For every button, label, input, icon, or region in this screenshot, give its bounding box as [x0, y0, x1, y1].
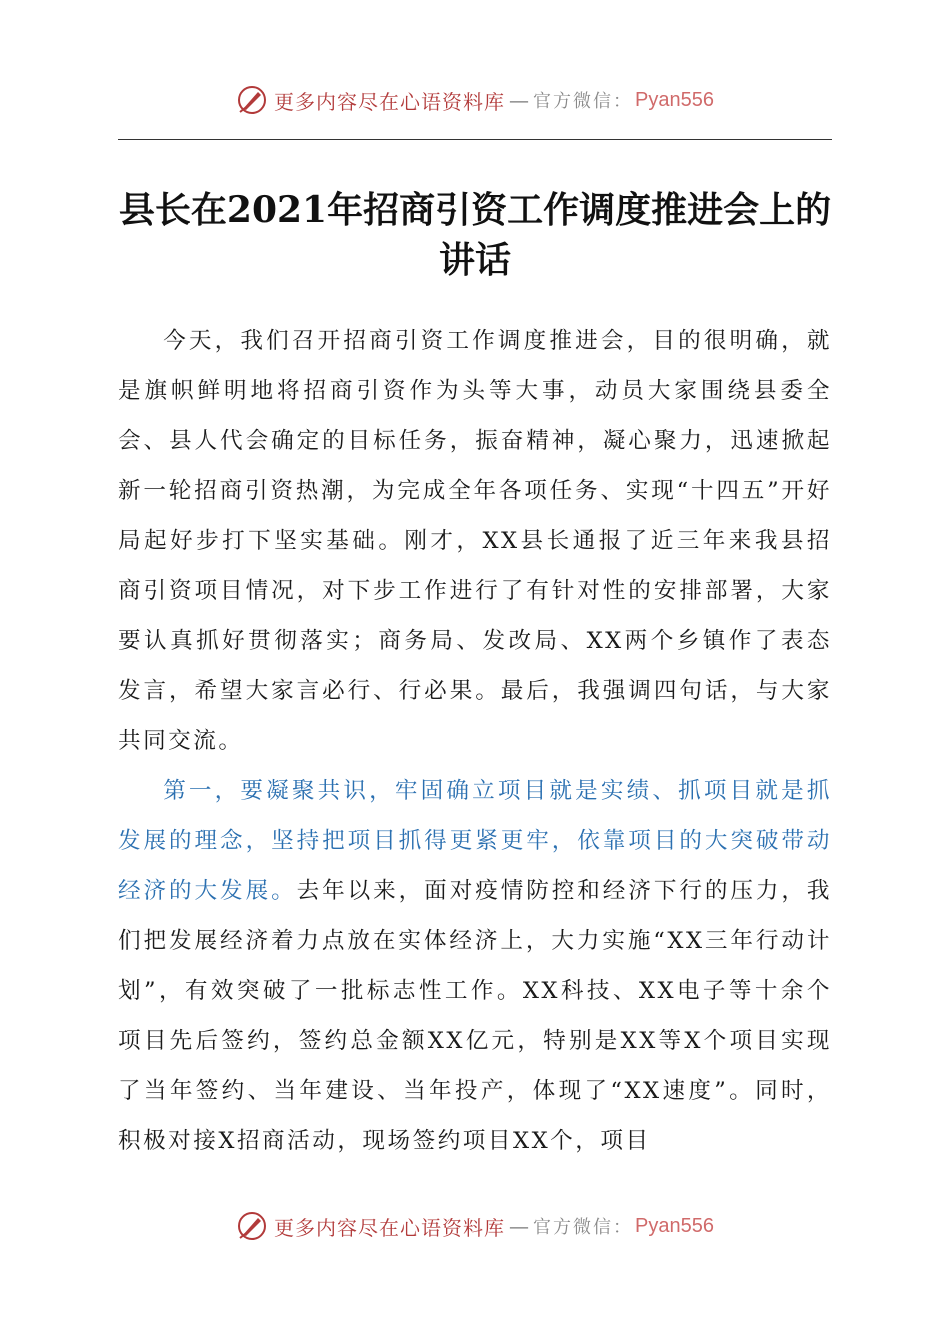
footer-brand-text: 更多内容尽在心语资料库: [274, 1215, 506, 1240]
paragraph-2-heading: 第一，要凝聚共识，牢固确立项目就是实绩、抓项目就是抓发展的理念，坚持把项目抓得更紧更牢，依靠项目的大突破带动经济的大发展。: [118, 778, 832, 904]
title-line-2: 讲话: [438, 239, 511, 281]
document-title: [118, 185, 832, 285]
footer-dash: —: [509, 1214, 530, 1238]
footer-wechat-id: Pyan556: [635, 1214, 714, 1237]
header-official-label: 官方微信：: [533, 91, 634, 112]
quill-logo-icon: [236, 84, 268, 116]
title-line-1: 县长在2021年招商引资工作调度推进会上的: [118, 189, 832, 231]
watermark-header: [0, 84, 950, 116]
document-body: [118, 316, 832, 1166]
header-divider: [118, 139, 832, 140]
header-brand-text: 更多内容尽在心语资料库: [274, 89, 506, 114]
header-wechat-id: Pyan556: [635, 88, 714, 111]
footer-official-label: 官方微信：: [533, 1217, 634, 1238]
quill-logo-icon: [236, 1210, 268, 1242]
header-dash: —: [509, 88, 530, 112]
paragraph-1: 今天，我们召开招商引资工作调度推进会，目的很明确，就是旗帜鲜明地将招商引资作为头等大事，动员大家围绕县委全会、县人代会确定的目标任务，振奋精神，凝心聚力，迅速掀起新一轮招商引资热潮，为完成全年各项任务、实现“十四五”开好局起好步打下坚实基础。刚才，XX县长通报了近三年来我县招商引资项目情况，对下步工作进行了有针对性的安排部署，大家要认真抓好贯彻落实；商务局、发改局、XX两个乡镇作了表态发言，希望大家言必行、行必果。最后，我强调四句话，与大家共同交流。: [118, 328, 832, 754]
watermark-footer: [0, 1210, 950, 1242]
paragraph-2: [118, 766, 832, 1166]
paragraph-2-text: 去年以来，面对疫情防控和经济下行的压力，我们把发展经济着力点放在实体经济上，大力实施“XX三年行动计划”，有效突破了一批标志性工作。XX科技、XX电子等十余个项目先后签约，签约总金额XX亿元，特别是XX等X个项目实现了当年签约、当年建设、当年投产，体现了“XX速度”。同时，积极对接X招商活动，现场签约项目XX个，项目: [118, 878, 833, 1154]
